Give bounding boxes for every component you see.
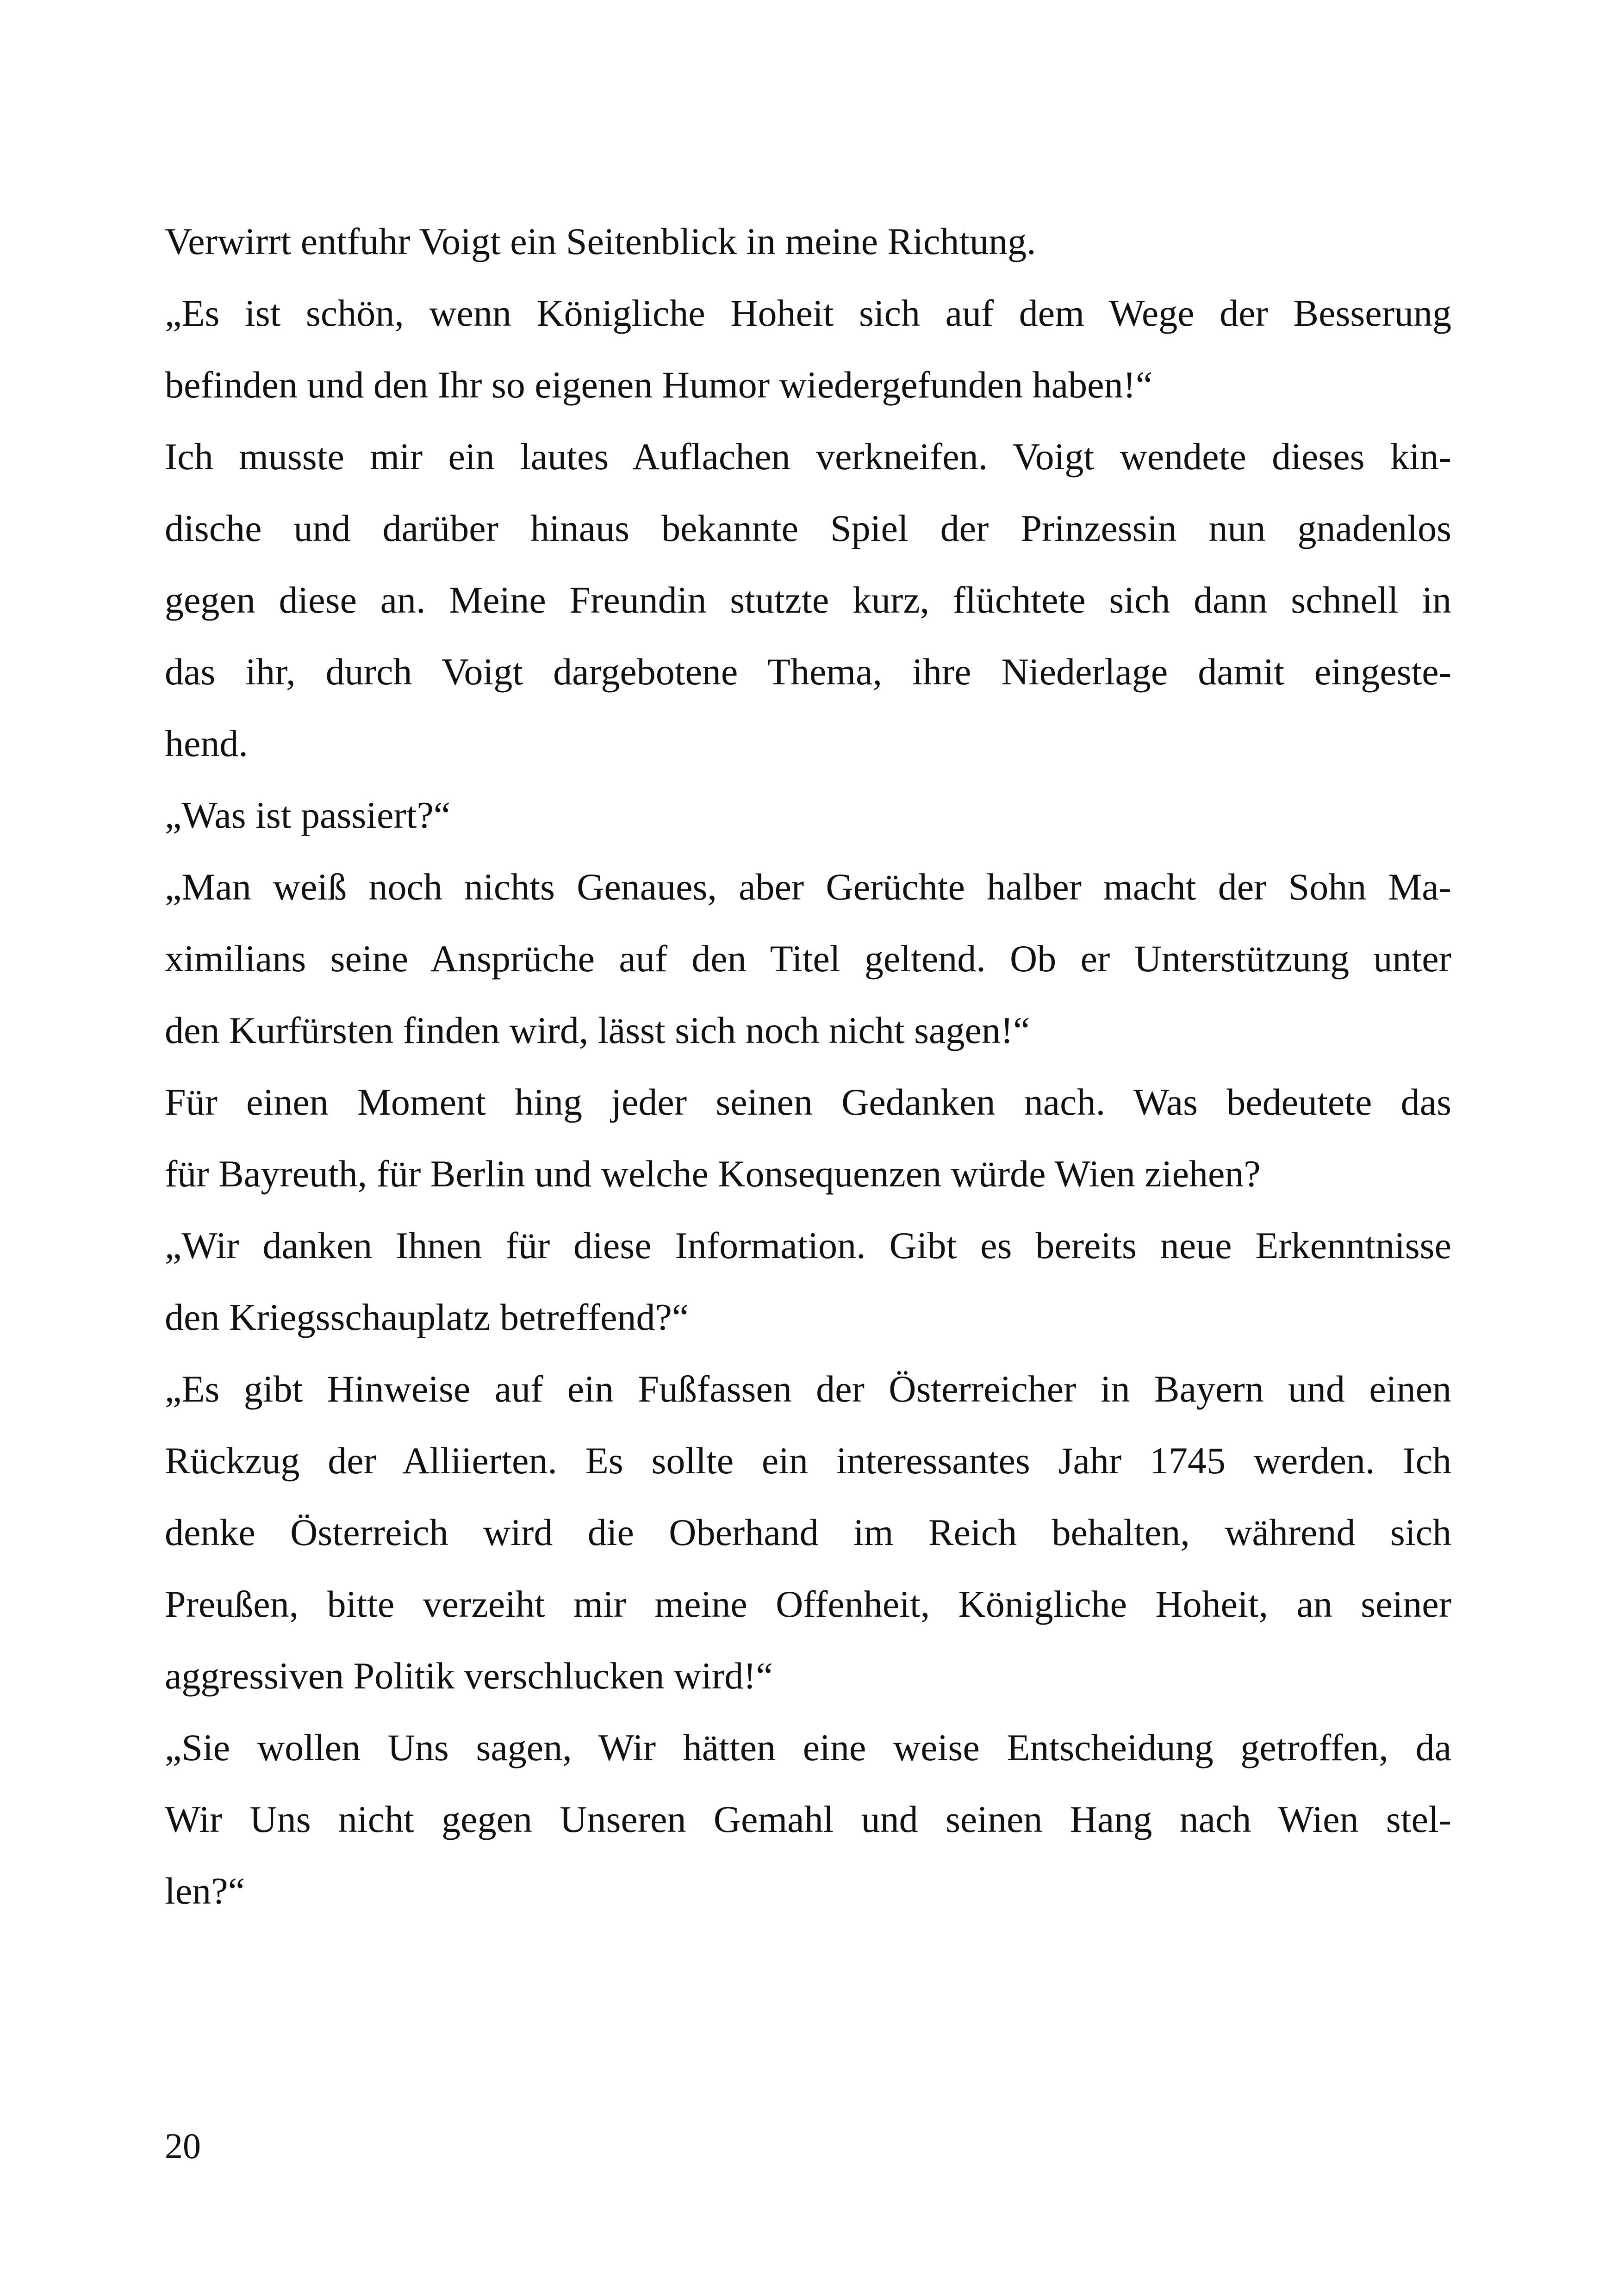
text-line: hend. — [165, 722, 248, 764]
text-line: denke Österreich wird die Oberhand im Reich behalten, während sich — [165, 1511, 1451, 1553]
text-line: ximilians seine Ansprüche auf den Titel geltend. Ob er Unterstützung unter — [165, 937, 1451, 980]
text-line: Verwirrt entfuhr Voigt ein Seitenblick in meine Richtung. — [165, 220, 1036, 262]
text-line: Ich musste mir ein lautes Auflachen verkneifen. Voigt wendete dieses kin- — [165, 435, 1451, 478]
text-line: „Es gibt Hinweise auf ein Fußfassen der Österreicher in Bayern und einen — [165, 1368, 1451, 1410]
text-line: „Sie wollen Uns sagen, Wir hätten eine weise Entscheidung getroffen, da — [165, 1726, 1451, 1769]
page-number: 20 — [165, 2126, 201, 2166]
text-line: dische und darüber hinaus bekannte Spiel der Prinzessin nun gnadenlos — [165, 507, 1451, 549]
text-line: Rückzug der Alliierten. Es sollte ein interessantes Jahr 1745 werden. Ich — [165, 1440, 1451, 1482]
text-line: len?“ — [165, 1870, 245, 1912]
text-line: gegen diese an. Meine Freundin stutzte kurz, flüchtete sich dann schnell in — [165, 579, 1451, 621]
text-line: aggressiven Politik verschlucken wird!“ — [165, 1655, 773, 1697]
text-line: „Wir danken Ihnen für diese Information. Gibt es bereits neue Erkenntnisse — [165, 1224, 1451, 1266]
text-line: Für einen Moment hing jeder seinen Gedanken nach. Was bedeutete das — [165, 1081, 1451, 1123]
text-line: „Was ist passiert?“ — [165, 794, 451, 836]
body-text — [165, 205, 1451, 1927]
text-line: den Kurfürsten finden wird, lässt sich noch nicht sagen!“ — [165, 1009, 1030, 1051]
text-line: für Bayreuth, für Berlin und welche Konsequenzen würde Wien ziehen? — [165, 1153, 1261, 1195]
text-line: den Kriegsschauplatz betreffend?“ — [165, 1296, 689, 1338]
text-line: Preußen, bitte verzeiht mir meine Offenheit, Königliche Hoheit, an seiner — [165, 1583, 1451, 1625]
text-line: „Es ist schön, wenn Königliche Hoheit sich auf dem Wege der Besserung — [165, 292, 1451, 334]
text-line: „Man weiß noch nichts Genaues, aber Gerüchte halber macht der Sohn Ma- — [165, 866, 1451, 908]
text-line: Wir Uns nicht gegen Unseren Gemahl und seinen Hang nach Wien stel- — [165, 1798, 1451, 1840]
text-line: das ihr, durch Voigt dargebotene Thema, ihre Niederlage damit eingeste- — [165, 651, 1451, 693]
text-line: befinden und den Ihr so eigenen Humor wiedergefunden haben!“ — [165, 364, 1153, 406]
